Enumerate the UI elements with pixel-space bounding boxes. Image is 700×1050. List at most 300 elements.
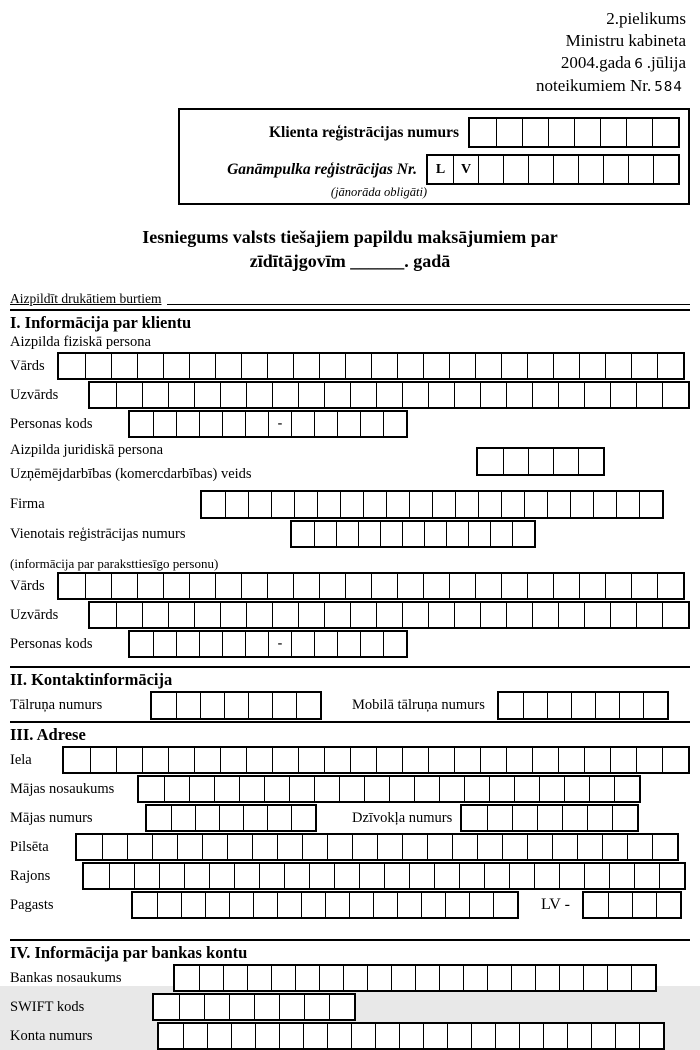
city-cell[interactable]	[627, 835, 652, 859]
company-name-cell[interactable]	[501, 492, 524, 517]
first-name-cell[interactable]	[475, 354, 501, 378]
district-cell[interactable]	[484, 864, 509, 888]
street-cell[interactable]	[662, 748, 688, 772]
street-cell[interactable]	[376, 748, 402, 772]
city-cell[interactable]	[77, 835, 102, 859]
house-name-cell[interactable]	[539, 777, 564, 801]
district-cell[interactable]	[184, 864, 209, 888]
house-name-cell[interactable]	[564, 777, 589, 801]
city-cell[interactable]	[277, 835, 302, 859]
district-cell[interactable]	[609, 864, 634, 888]
last-name-cell[interactable]	[350, 383, 376, 407]
signatory-last-name-cells[interactable]	[88, 601, 690, 629]
personal-code-cell[interactable]	[130, 412, 153, 436]
signatory-last-name-cell[interactable]	[662, 603, 688, 627]
account-number-cell[interactable]	[447, 1024, 471, 1048]
district-cell[interactable]	[459, 864, 484, 888]
personal-code-cell[interactable]	[360, 412, 383, 436]
bank-name-cells[interactable]	[173, 964, 657, 992]
district-cell[interactable]	[584, 864, 609, 888]
last-name-cell[interactable]	[662, 383, 688, 407]
signatory-personal-code-cell[interactable]: -	[268, 632, 291, 656]
parish-cell[interactable]	[253, 893, 277, 917]
street-cell[interactable]	[246, 748, 272, 772]
account-number-cell[interactable]	[639, 1024, 663, 1048]
first-name-cells[interactable]	[57, 352, 685, 380]
bank-name-cell[interactable]	[487, 966, 511, 990]
parish-cell[interactable]	[325, 893, 349, 917]
company-name-cell[interactable]	[524, 492, 547, 517]
bank-name-cell[interactable]	[535, 966, 559, 990]
unified-reg-number-cell[interactable]	[402, 522, 424, 546]
house-name-cell[interactable]	[239, 777, 264, 801]
city-cell[interactable]	[577, 835, 602, 859]
signatory-last-name-cell[interactable]	[584, 603, 610, 627]
account-number-cell[interactable]	[423, 1024, 447, 1048]
mobile-phone-cell[interactable]	[547, 693, 571, 718]
signatory-last-name-cell[interactable]	[272, 603, 298, 627]
company-name-cell[interactable]	[432, 492, 455, 517]
bank-name-cell[interactable]	[511, 966, 535, 990]
unified-reg-number-cell[interactable]	[358, 522, 380, 546]
personal-code-cell[interactable]	[314, 412, 337, 436]
district-cell[interactable]	[559, 864, 584, 888]
last-name-cell[interactable]	[584, 383, 610, 407]
house-name-cell[interactable]	[514, 777, 539, 801]
house-name-cell[interactable]	[164, 777, 189, 801]
unified-reg-number-cell[interactable]	[468, 522, 490, 546]
company-name-cell[interactable]	[294, 492, 317, 517]
herd-reg-cell[interactable]	[503, 156, 528, 183]
district-cell[interactable]	[309, 864, 334, 888]
business-type-cell[interactable]	[553, 449, 578, 474]
street-cell[interactable]	[480, 748, 506, 772]
business-type-cell[interactable]	[528, 449, 553, 474]
company-name-cell[interactable]	[271, 492, 294, 517]
city-cell[interactable]	[427, 835, 452, 859]
swift-code-cell[interactable]	[254, 995, 279, 1019]
signatory-personal-code-cell[interactable]	[337, 632, 360, 656]
signatory-personal-code-cell[interactable]	[130, 632, 153, 656]
herd-reg-cell[interactable]	[628, 156, 653, 183]
signatory-last-name-cell[interactable]	[610, 603, 636, 627]
company-name-cells[interactable]	[200, 490, 664, 519]
street-cell[interactable]	[272, 748, 298, 772]
signatory-first-name-cell[interactable]	[501, 574, 527, 598]
parish-cells[interactable]	[131, 891, 519, 919]
signatory-first-name-cell[interactable]	[267, 574, 293, 598]
city-cell[interactable]	[227, 835, 252, 859]
signatory-first-name-cell[interactable]	[449, 574, 475, 598]
herd-reg-cell[interactable]: L	[435, 161, 446, 177]
district-cell[interactable]	[534, 864, 559, 888]
signatory-personal-code-cell[interactable]	[360, 632, 383, 656]
city-cell[interactable]	[377, 835, 402, 859]
bank-name-cell[interactable]	[199, 966, 223, 990]
house-name-cell[interactable]	[364, 777, 389, 801]
bank-name-cell[interactable]	[367, 966, 391, 990]
house-number-cell[interactable]	[147, 806, 171, 830]
district-cell[interactable]	[409, 864, 434, 888]
last-name-cell[interactable]	[506, 383, 532, 407]
district-cell[interactable]	[109, 864, 134, 888]
unified-reg-number-cell[interactable]	[512, 522, 534, 546]
personal-code-cell[interactable]	[153, 412, 176, 436]
company-name-cell[interactable]	[593, 492, 616, 517]
postal-code-cell[interactable]	[608, 893, 632, 917]
first-name-cell[interactable]	[553, 354, 579, 378]
last-name-cell[interactable]	[116, 383, 142, 407]
signatory-first-name-cell[interactable]	[657, 574, 683, 598]
district-cell[interactable]	[659, 864, 684, 888]
herd-reg-cell[interactable]	[553, 156, 578, 183]
signatory-first-name-cell[interactable]	[475, 574, 501, 598]
district-cell[interactable]	[634, 864, 659, 888]
account-number-cell[interactable]	[543, 1024, 567, 1048]
first-name-cell[interactable]	[59, 354, 85, 378]
street-cell[interactable]	[584, 748, 610, 772]
last-name-cell[interactable]	[428, 383, 454, 407]
signatory-personal-code-cell[interactable]	[176, 632, 199, 656]
house-number-cell[interactable]	[243, 806, 267, 830]
client-reg-cells[interactable]	[468, 117, 680, 148]
district-cell[interactable]	[334, 864, 359, 888]
district-cell[interactable]	[134, 864, 159, 888]
first-name-cell[interactable]	[579, 354, 605, 378]
house-number-cell[interactable]	[171, 806, 195, 830]
house-number-cell[interactable]	[219, 806, 243, 830]
signatory-last-name-cell[interactable]	[558, 603, 584, 627]
house-name-cell[interactable]	[414, 777, 439, 801]
last-name-cell[interactable]	[220, 383, 246, 407]
city-cell[interactable]	[202, 835, 227, 859]
house-name-cell[interactable]	[314, 777, 339, 801]
street-cell[interactable]	[220, 748, 246, 772]
last-name-cell[interactable]	[298, 383, 324, 407]
herd-reg-cell[interactable]	[528, 156, 553, 183]
house-name-cell[interactable]	[289, 777, 314, 801]
apartment-number-cell[interactable]	[537, 806, 562, 830]
signatory-last-name-cell[interactable]	[298, 603, 324, 627]
signatory-last-name-cell[interactable]	[506, 603, 532, 627]
parish-cell[interactable]	[229, 893, 253, 917]
mobile-phone-cell[interactable]	[643, 693, 667, 718]
mobile-phone-cell[interactable]	[595, 693, 619, 718]
account-number-cell[interactable]	[183, 1024, 207, 1048]
client-reg-cell[interactable]	[496, 119, 522, 146]
postal-code-cells[interactable]	[582, 891, 682, 919]
house-name-cell[interactable]	[439, 777, 464, 801]
first-name-cell[interactable]	[215, 354, 241, 378]
signatory-first-name-cell[interactable]	[631, 574, 657, 598]
bank-name-cell[interactable]	[559, 966, 583, 990]
parish-cell[interactable]	[349, 893, 373, 917]
phone-number-cell[interactable]	[176, 693, 200, 718]
company-name-cell[interactable]	[478, 492, 501, 517]
company-name-cell[interactable]	[570, 492, 593, 517]
parish-cell[interactable]	[397, 893, 421, 917]
mobile-phone-cells[interactable]	[497, 691, 669, 720]
company-name-cell[interactable]	[547, 492, 570, 517]
street-cell[interactable]	[90, 748, 116, 772]
swift-code-cell[interactable]	[279, 995, 304, 1019]
signatory-first-name-cell[interactable]	[163, 574, 189, 598]
signatory-first-name-cell[interactable]	[215, 574, 241, 598]
first-name-cell[interactable]	[657, 354, 683, 378]
swift-code-cell[interactable]	[304, 995, 329, 1019]
business-type-cell[interactable]	[478, 449, 503, 474]
city-cell[interactable]	[452, 835, 477, 859]
house-name-cell[interactable]	[214, 777, 239, 801]
city-cell[interactable]	[652, 835, 677, 859]
signatory-first-name-cell[interactable]	[579, 574, 605, 598]
postal-code-cell[interactable]	[584, 893, 608, 917]
parish-cell[interactable]	[469, 893, 493, 917]
street-cell[interactable]	[402, 748, 428, 772]
bank-name-cell[interactable]	[631, 966, 655, 990]
signatory-first-name-cell[interactable]	[85, 574, 111, 598]
account-number-cell[interactable]	[567, 1024, 591, 1048]
signatory-personal-code-cells[interactable]	[128, 630, 408, 658]
district-cell[interactable]	[159, 864, 184, 888]
herd-reg-cells[interactable]	[426, 154, 680, 185]
account-number-cells[interactable]	[157, 1022, 665, 1050]
first-name-cell[interactable]	[605, 354, 631, 378]
last-name-cell[interactable]	[142, 383, 168, 407]
signatory-last-name-cell[interactable]	[90, 603, 116, 627]
company-name-cell[interactable]	[616, 492, 639, 517]
apartment-number-cell[interactable]	[562, 806, 587, 830]
signatory-last-name-cell[interactable]	[220, 603, 246, 627]
client-reg-cell[interactable]	[470, 119, 496, 146]
bank-name-cell[interactable]	[607, 966, 631, 990]
swift-code-cell[interactable]	[154, 995, 179, 1019]
house-name-cell[interactable]	[589, 777, 614, 801]
business-type-cells[interactable]	[476, 447, 605, 476]
phone-number-cell[interactable]	[200, 693, 224, 718]
last-name-cell[interactable]	[272, 383, 298, 407]
district-cell[interactable]	[234, 864, 259, 888]
first-name-cell[interactable]	[527, 354, 553, 378]
house-number-cell[interactable]	[195, 806, 219, 830]
mobile-phone-cell[interactable]	[499, 693, 523, 718]
first-name-cell[interactable]	[345, 354, 371, 378]
district-cell[interactable]	[259, 864, 284, 888]
street-cell[interactable]	[168, 748, 194, 772]
first-name-cell[interactable]	[189, 354, 215, 378]
personal-code-cell[interactable]: -	[268, 412, 291, 436]
account-number-cell[interactable]	[279, 1024, 303, 1048]
signatory-last-name-cell[interactable]	[350, 603, 376, 627]
signatory-first-name-cell[interactable]	[371, 574, 397, 598]
bank-name-cell[interactable]	[319, 966, 343, 990]
unified-reg-number-cell[interactable]	[380, 522, 402, 546]
last-name-cell[interactable]	[402, 383, 428, 407]
parish-cell[interactable]	[421, 893, 445, 917]
street-cell[interactable]	[350, 748, 376, 772]
account-number-cell[interactable]	[375, 1024, 399, 1048]
personal-code-cells[interactable]	[128, 410, 408, 438]
signatory-first-name-cell[interactable]	[137, 574, 163, 598]
street-cell[interactable]	[558, 748, 584, 772]
city-cell[interactable]	[302, 835, 327, 859]
personal-code-cell[interactable]	[337, 412, 360, 436]
unified-reg-number-cell[interactable]	[446, 522, 468, 546]
swift-code-cell[interactable]	[229, 995, 254, 1019]
signatory-personal-code-cell[interactable]	[199, 632, 222, 656]
district-cell[interactable]	[209, 864, 234, 888]
signatory-first-name-cell[interactable]	[189, 574, 215, 598]
unified-reg-number-cell[interactable]	[292, 522, 314, 546]
house-name-cell[interactable]	[189, 777, 214, 801]
parish-cell[interactable]	[133, 893, 157, 917]
parish-cell[interactable]	[493, 893, 517, 917]
business-type-cell[interactable]	[578, 449, 603, 474]
bank-name-cell[interactable]	[271, 966, 295, 990]
last-name-cell[interactable]	[246, 383, 272, 407]
last-name-cell[interactable]	[454, 383, 480, 407]
first-name-cell[interactable]	[293, 354, 319, 378]
city-cell[interactable]	[477, 835, 502, 859]
first-name-cell[interactable]	[423, 354, 449, 378]
signatory-first-name-cell[interactable]	[397, 574, 423, 598]
signatory-last-name-cell[interactable]	[454, 603, 480, 627]
phone-number-cells[interactable]	[150, 691, 322, 720]
first-name-cell[interactable]	[397, 354, 423, 378]
client-reg-cell[interactable]	[548, 119, 574, 146]
house-name-cells[interactable]	[137, 775, 641, 803]
first-name-cell[interactable]	[111, 354, 137, 378]
personal-code-cell[interactable]	[176, 412, 199, 436]
bank-name-cell[interactable]	[247, 966, 271, 990]
first-name-cell[interactable]	[501, 354, 527, 378]
parish-cell[interactable]	[277, 893, 301, 917]
account-number-cell[interactable]	[207, 1024, 231, 1048]
city-cell[interactable]	[327, 835, 352, 859]
first-name-cell[interactable]	[267, 354, 293, 378]
herd-reg-cell[interactable]: V	[453, 156, 478, 183]
city-cell[interactable]	[102, 835, 127, 859]
phone-number-cell[interactable]	[224, 693, 248, 718]
signatory-first-name-cell[interactable]	[553, 574, 579, 598]
city-cell[interactable]	[527, 835, 552, 859]
parish-cell[interactable]	[181, 893, 205, 917]
signatory-last-name-cell[interactable]	[116, 603, 142, 627]
house-name-cell[interactable]	[489, 777, 514, 801]
apartment-number-cell[interactable]	[587, 806, 612, 830]
last-name-cell[interactable]	[558, 383, 584, 407]
personal-code-cell[interactable]	[199, 412, 222, 436]
account-number-cell[interactable]	[255, 1024, 279, 1048]
signatory-personal-code-cell[interactable]	[314, 632, 337, 656]
account-number-cell[interactable]	[327, 1024, 351, 1048]
herd-reg-cell[interactable]	[578, 156, 603, 183]
parish-cell[interactable]	[157, 893, 181, 917]
bank-name-cell[interactable]	[343, 966, 367, 990]
street-cell[interactable]	[610, 748, 636, 772]
city-cell[interactable]	[602, 835, 627, 859]
signatory-last-name-cell[interactable]	[168, 603, 194, 627]
company-name-cell[interactable]	[639, 492, 662, 517]
account-number-cell[interactable]	[471, 1024, 495, 1048]
street-cell[interactable]	[636, 748, 662, 772]
street-cell[interactable]	[116, 748, 142, 772]
signatory-last-name-cell[interactable]	[480, 603, 506, 627]
bank-name-cell[interactable]	[391, 966, 415, 990]
first-name-cell[interactable]	[163, 354, 189, 378]
district-cell[interactable]	[384, 864, 409, 888]
last-name-cell[interactable]	[636, 383, 662, 407]
unified-reg-number-cell[interactable]	[336, 522, 358, 546]
mobile-phone-cell[interactable]	[619, 693, 643, 718]
city-cell[interactable]	[402, 835, 427, 859]
house-number-cells[interactable]	[145, 804, 317, 832]
client-reg-cell[interactable]	[522, 119, 548, 146]
last-name-cell[interactable]	[90, 383, 116, 407]
last-name-cell[interactable]	[324, 383, 350, 407]
city-cell[interactable]	[152, 835, 177, 859]
street-cell[interactable]	[142, 748, 168, 772]
postal-code-cell[interactable]	[656, 893, 680, 917]
signatory-last-name-cell[interactable]	[324, 603, 350, 627]
bank-name-cell[interactable]	[175, 966, 199, 990]
signatory-personal-code-cell[interactable]	[291, 632, 314, 656]
account-number-cell[interactable]	[351, 1024, 375, 1048]
house-name-cell[interactable]	[339, 777, 364, 801]
apartment-number-cell[interactable]	[462, 806, 487, 830]
account-number-cell[interactable]	[303, 1024, 327, 1048]
signatory-first-name-cell[interactable]	[293, 574, 319, 598]
company-name-cell[interactable]	[455, 492, 478, 517]
signatory-first-name-cell[interactable]	[527, 574, 553, 598]
personal-code-cell[interactable]	[383, 412, 406, 436]
first-name-cell[interactable]	[319, 354, 345, 378]
client-reg-cell[interactable]	[574, 119, 600, 146]
herd-reg-cell[interactable]	[653, 156, 678, 183]
personal-code-cell[interactable]	[222, 412, 245, 436]
company-name-cell[interactable]	[363, 492, 386, 517]
account-number-cell[interactable]	[615, 1024, 639, 1048]
signatory-first-name-cell[interactable]	[319, 574, 345, 598]
house-name-cell[interactable]	[464, 777, 489, 801]
signatory-last-name-cell[interactable]	[376, 603, 402, 627]
signatory-last-name-cell[interactable]	[246, 603, 272, 627]
account-number-cell[interactable]	[495, 1024, 519, 1048]
house-name-cell[interactable]	[264, 777, 289, 801]
street-cell[interactable]	[64, 748, 90, 772]
last-name-cell[interactable]	[480, 383, 506, 407]
signatory-last-name-cell[interactable]	[142, 603, 168, 627]
client-reg-cell[interactable]	[626, 119, 652, 146]
herd-reg-cell[interactable]	[603, 156, 628, 183]
company-name-cell[interactable]	[386, 492, 409, 517]
signatory-first-name-cell[interactable]	[605, 574, 631, 598]
account-number-cell[interactable]	[399, 1024, 423, 1048]
street-cell[interactable]	[454, 748, 480, 772]
client-reg-cell[interactable]	[652, 119, 678, 146]
unified-reg-number-cells[interactable]	[290, 520, 536, 548]
company-name-cell[interactable]	[225, 492, 248, 517]
signatory-last-name-cell[interactable]	[532, 603, 558, 627]
district-cells[interactable]	[82, 862, 686, 890]
street-cells[interactable]	[62, 746, 690, 774]
personal-code-cell[interactable]	[245, 412, 268, 436]
mobile-phone-cell[interactable]	[523, 693, 547, 718]
apartment-number-cells[interactable]	[460, 804, 639, 832]
signatory-first-name-cell[interactable]	[241, 574, 267, 598]
signatory-last-name-cell[interactable]	[428, 603, 454, 627]
street-cell[interactable]	[428, 748, 454, 772]
